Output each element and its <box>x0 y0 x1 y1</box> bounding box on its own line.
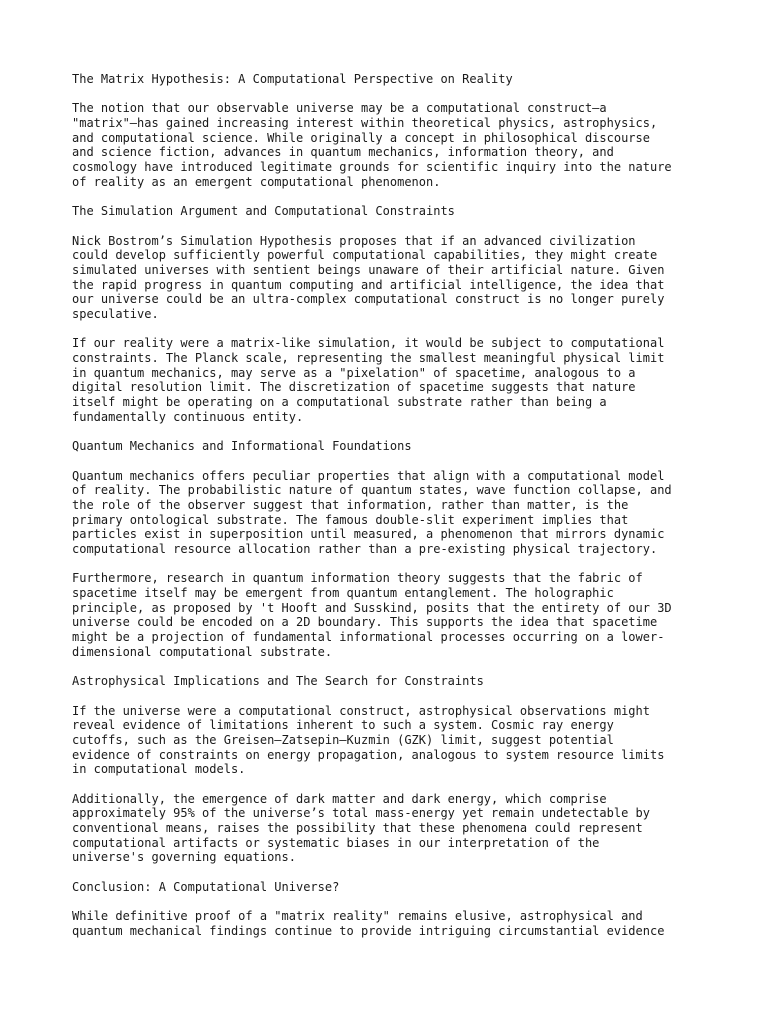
paragraph-line: approximately 95% of the universe’s total mass-energy yet remain undetectable by <box>72 806 650 821</box>
paragraph-line: digital resolution limit. The discretization of spacetime suggests that nature <box>72 380 636 395</box>
paragraph-line: primary ontological substrate. The famous double-slit experiment implies that <box>72 512 629 527</box>
paragraph-line: If our reality were a matrix-like simulation, it would be subject to computational <box>72 336 665 351</box>
section-heading-conclusion: Conclusion: A Computational Universe? <box>72 879 340 894</box>
paragraph-line: of reality as an emergent computational phenomenon. <box>72 174 441 189</box>
paragraph-line: conventional means, raises the possibility that these phenomena could represent <box>72 821 643 836</box>
paragraph-line: in quantum mechanics, may serve as a "pixelation" of spacetime, analogous to a <box>72 365 636 380</box>
paragraph-line: cutoffs, such as the Greisen–Zatsepin–Kuzmin (GZK) limit, suggest potential <box>72 732 614 747</box>
paragraph-line: principle, as proposed by 't Hooft and Susskind, posits that the entirety of our 3D <box>72 600 672 615</box>
paragraph-line: and computational science. While originally a concept in philosophical discourse <box>72 130 650 145</box>
paragraph-line: our universe could be an ultra-complex computational construct is no longer purely <box>72 292 665 307</box>
paragraph-line: cosmology have introduced legitimate grounds for scientific inquiry into the nature <box>72 160 672 175</box>
paragraph-line: computational resource allocation rather than a pre-existing physical trajectory. <box>72 542 658 556</box>
paragraph-line: and science fiction, advances in quantum mechanics, information theory, and <box>72 145 614 160</box>
paragraph-conclusion <box>72 909 732 938</box>
paragraph-line: Furthermore, research in quantum information theory suggests that the fabric of <box>72 571 643 586</box>
paragraph-line: of reality. The probabilistic nature of quantum states, wave function collapse, and <box>72 483 672 498</box>
paragraph-cosmic-rays <box>72 704 732 777</box>
paragraph-line: universe could be encoded on a 2D boundary. This supports the idea that spacetime <box>72 615 658 630</box>
paragraph-line: computational artifacts or systematic biases in our interpretation of the <box>72 835 600 850</box>
paragraph-line: dimensional computational substrate. <box>72 644 333 659</box>
paragraph-line: The notion that our observable universe may be a computational construct—a <box>72 101 607 116</box>
paragraph-line: Quantum mechanics offers peculiar properties that align with a computational model <box>72 468 665 483</box>
paragraph-line: spacetime itself may be emergent from quantum entanglement. The holographic <box>72 586 614 601</box>
paragraph-line: Additionally, the emergence of dark matter and dark energy, which comprise <box>72 791 607 806</box>
paragraph-line: particles exist in superposition until measured, a phenomenon that mirrors dynamic <box>72 527 665 542</box>
paragraph-dark-matter <box>72 792 732 865</box>
paragraph-line: constraints. The Planck scale, representing the smallest meaningful physical limit <box>72 351 665 366</box>
paragraph-line: quantum mechanical findings continue to provide intriguing circumstantial evidence <box>72 923 665 938</box>
paragraph-line: "matrix"—has gained increasing interest within theoretical physics, astrophysics, <box>72 116 658 131</box>
paragraph-line: reveal evidence of limitations inherent to such a system. Cosmic ray energy <box>72 718 614 733</box>
section-heading-simulation-argument: The Simulation Argument and Computational Constraints <box>72 204 455 219</box>
paragraph-line: Nick Bostrom’s Simulation Hypothesis proposes that if an advanced civilization <box>72 233 636 248</box>
paragraph-quantum-properties <box>72 469 732 557</box>
paragraph-line: in computational models. <box>72 762 246 777</box>
paragraph-line: evidence of constraints on energy propagation, analogous to system resource limits <box>72 747 665 762</box>
paragraph-line: could develop sufficiently powerful computational capabilities, they might create <box>72 248 658 263</box>
paragraph-line: might be a projection of fundamental informational processes occurring on a lower- <box>72 630 665 645</box>
paragraph-introduction <box>72 101 732 189</box>
paragraph-line: universe's governing equations. <box>72 850 296 865</box>
document-title: The Matrix Hypothesis: A Computational Perspective on Reality <box>72 72 513 86</box>
section-heading-quantum-mechanics: Quantum Mechanics and Informational Foundations <box>72 439 412 454</box>
section-heading-astrophysical-implications: Astrophysical Implications and The Search for Constraints <box>72 674 484 689</box>
paragraph-planck-scale <box>72 336 732 424</box>
paragraph-line: the rapid progress in quantum computing and artificial intelligence, the idea that <box>72 277 665 292</box>
paragraph-holographic-principle <box>72 571 732 659</box>
paragraph-line: itself might be operating on a computational substrate rather than being a <box>72 395 607 410</box>
paragraph-line: While definitive proof of a "matrix reality" remains elusive, astrophysical and <box>72 909 643 924</box>
paragraph-line: the role of the observer suggest that information, rather than matter, is the <box>72 497 629 512</box>
paragraph-line: simulated universes with sentient beings unaware of their artificial nature. Given <box>72 262 665 277</box>
document-body <box>72 72 732 953</box>
paragraph-line: If the universe were a computational construct, astrophysical observations might <box>72 703 650 718</box>
paragraph-line: speculative. <box>72 307 159 321</box>
paragraph-line: fundamentally continuous entity. <box>72 409 304 424</box>
paragraph-bostrom <box>72 234 732 322</box>
